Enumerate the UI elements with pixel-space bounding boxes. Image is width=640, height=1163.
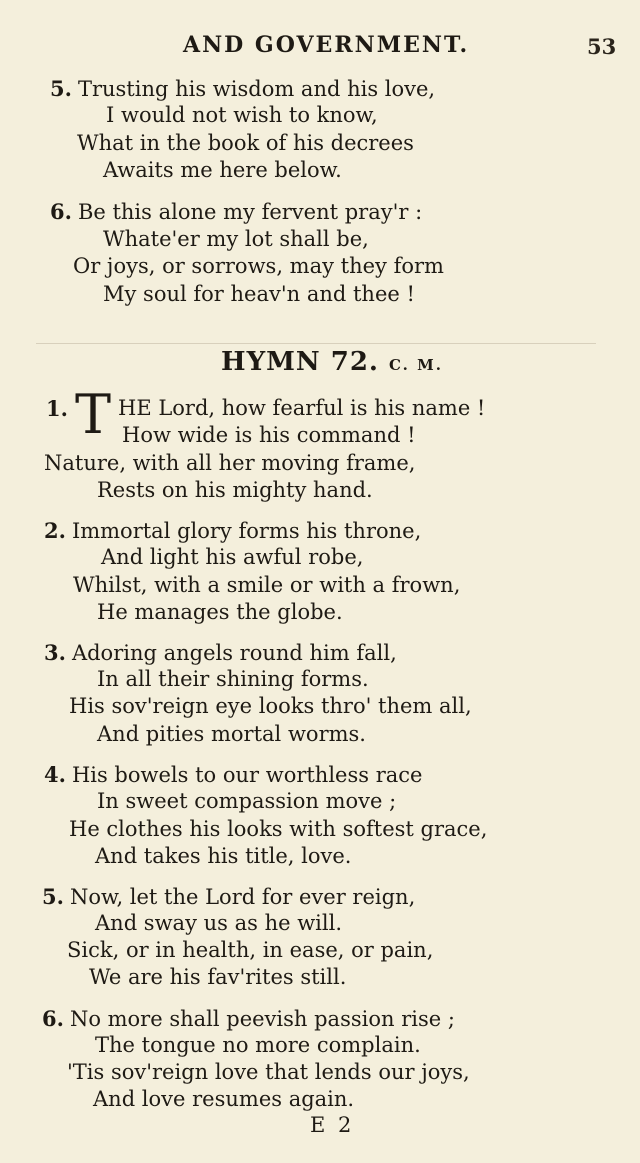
verse-line: Whilst, with a smile or with a frown, xyxy=(73,573,461,597)
stanza-number: 5. xyxy=(50,76,72,101)
verse-line: The tongue no more complain. xyxy=(95,1033,421,1057)
verse-line: HE Lord, how fearful is his name ! xyxy=(118,396,486,420)
verse-text: Trusting his wisdom and his love, xyxy=(77,77,436,101)
signature-mark: E 2 xyxy=(310,1113,355,1137)
running-title: AND GOVERNMENT. xyxy=(183,32,470,58)
verse-line xyxy=(42,883,415,910)
drop-cap: T xyxy=(75,383,112,446)
running-head xyxy=(0,32,640,62)
verse-line xyxy=(44,761,422,788)
verse-line: He clothes his looks with softest grace, xyxy=(69,817,488,841)
verse-line: Whate'er my lot shall be, xyxy=(103,227,369,251)
page-number: 53 xyxy=(587,34,617,59)
verse-line xyxy=(44,517,421,544)
verse-line: And love resumes again. xyxy=(93,1087,355,1111)
stanza-number: 6. xyxy=(50,199,72,224)
verse-line: Nature, with all her moving frame, xyxy=(44,451,416,475)
verse-line: And sway us as he will. xyxy=(95,911,342,935)
verse-line: 'Tis sov'reign love that lends our joys, xyxy=(67,1060,470,1084)
verse-line: His sov'reign eye looks thro' them all, xyxy=(69,694,472,718)
verse-line: Rests on his mighty hand. xyxy=(97,478,373,502)
verse-line: Sick, or in health, in ease, or pain, xyxy=(67,938,434,962)
hymn-meter: C. M. xyxy=(388,356,443,374)
verse-line: And pities mortal worms. xyxy=(97,722,366,746)
hymn-heading xyxy=(221,347,443,377)
stanza-number: 4. xyxy=(44,762,66,787)
verse-text: His bowels to our worthless race xyxy=(71,763,423,787)
verse-line: We are his fav'rites still. xyxy=(89,965,347,989)
verse-line: My soul for heav'n and thee ! xyxy=(103,282,415,306)
verse-line xyxy=(44,639,397,666)
verse-line: Awaits me here below. xyxy=(103,158,342,182)
verse-line: In all their shining forms. xyxy=(97,667,369,691)
verse-text: No more shall peevish passion rise ; xyxy=(69,1007,455,1031)
stanza-number: 3. xyxy=(44,640,66,665)
verse-line: He manages the globe. xyxy=(97,600,343,624)
verse-line: I would not wish to know, xyxy=(106,103,378,127)
verse-line: In sweet compassion move ; xyxy=(97,789,397,813)
verse-line: And takes his title, love. xyxy=(95,844,352,868)
verse-line xyxy=(42,1005,455,1032)
verse-text: Now, let the Lord for ever reign, xyxy=(69,885,416,909)
stanza-number: 2. xyxy=(44,518,66,543)
stanza-number: 5. xyxy=(42,884,64,909)
verse-line: And light his awful robe, xyxy=(101,545,364,569)
verse-text: Adoring angels round him fall, xyxy=(71,641,397,665)
verse-text: Immortal glory forms his throne, xyxy=(71,519,422,543)
hymn-title: HYMN 72. xyxy=(221,347,379,377)
verse-line xyxy=(50,198,422,225)
section-divider xyxy=(36,343,596,344)
stanza-number: 1. xyxy=(46,396,68,421)
verse-text: Be this alone my fervent pray'r : xyxy=(77,200,423,224)
verse-line: What in the book of his decrees xyxy=(77,131,414,155)
verse-line: Or joys, or sorrows, may they form xyxy=(73,254,444,278)
verse-line: How wide is his command ! xyxy=(122,423,416,447)
verse-line xyxy=(50,75,435,102)
stanza-number: 6. xyxy=(42,1006,64,1031)
